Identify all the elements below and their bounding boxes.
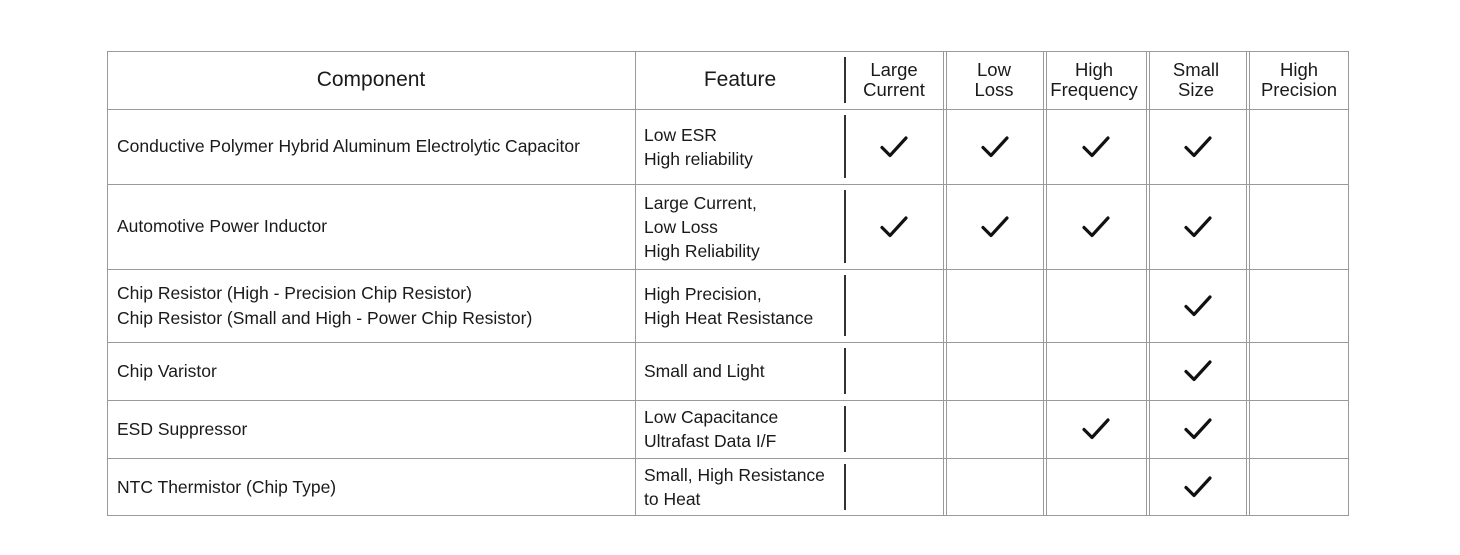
checkmark-icon [981, 135, 1009, 159]
feature-line: High Precision, [644, 283, 762, 304]
check-cell-low-loss [946, 109, 1043, 184]
check-cell-high-frequency [1046, 184, 1146, 269]
component-cell [107, 342, 635, 400]
feature-cell [635, 184, 845, 269]
checkmark-icon [1082, 135, 1110, 159]
checkmark-icon [880, 135, 908, 159]
header-high-frequency-line-1: High [1074, 59, 1114, 80]
check-cell-large-current [845, 184, 943, 269]
check-cell-high-precision [1249, 109, 1349, 184]
header-feature [635, 51, 845, 109]
checkmark-icon [880, 215, 908, 239]
check-cell-small-size [1149, 269, 1246, 342]
component-cell [107, 184, 635, 269]
column-divider [1146, 51, 1147, 516]
component-cell [107, 269, 635, 342]
component-name: Chip Resistor (Small and High - Power Chip Resistor) [117, 307, 533, 328]
header-low-loss-line-1: Low [977, 59, 1011, 80]
feature-line: Low Capacitance [644, 407, 779, 427]
feature-line: to Heat [644, 489, 701, 509]
check-cell-high-precision [1249, 400, 1349, 458]
check-cell-small-size [1149, 342, 1246, 400]
header-small-size-line-2: Size [1178, 79, 1214, 100]
header-component-label: Component [316, 68, 426, 91]
table-border-top [107, 51, 1349, 52]
check-cell-high-frequency [1046, 400, 1146, 458]
checkmark-icon [1082, 417, 1110, 441]
header-small-size-line-1: Small [1172, 59, 1220, 80]
component-name: Chip Varistor [117, 360, 217, 381]
check-cell-large-current [845, 400, 943, 458]
feature-line: Low Loss [644, 216, 718, 237]
checkmark-icon [1184, 294, 1212, 318]
check-cell-high-precision [1249, 342, 1349, 400]
check-cell-low-loss [946, 458, 1043, 516]
component-name: Chip Resistor (High - Precision Chip Resistor) [117, 282, 472, 303]
check-cell-high-frequency [1046, 109, 1146, 184]
component-name: ESD Suppressor [117, 418, 248, 439]
header-high-precision [1249, 51, 1349, 109]
header-high-frequency [1045, 51, 1143, 109]
component-cell [107, 109, 635, 184]
component-name: Conductive Polymer Hybrid Aluminum Electrolytic Capacitor [117, 136, 580, 156]
component-cell [107, 400, 635, 458]
check-cell-small-size [1149, 400, 1246, 458]
check-cell-high-frequency [1046, 269, 1146, 342]
component-name: NTC Thermistor (Chip Type) [117, 476, 337, 497]
header-low-loss [945, 51, 1043, 109]
header-large-current-line-1: Large [870, 59, 918, 80]
feature-cell [635, 269, 845, 342]
header-small-size [1147, 51, 1245, 109]
header-component [107, 51, 635, 109]
feature-cell [635, 400, 845, 458]
component-cell [107, 458, 635, 516]
feature-cell [635, 109, 845, 184]
check-cell-high-precision [1249, 269, 1349, 342]
feature-divider [844, 57, 846, 103]
check-cell-low-loss [946, 342, 1043, 400]
feature-line: Small and Light [644, 361, 765, 381]
component-name: Automotive Power Inductor [117, 216, 328, 236]
column-divider [943, 51, 944, 516]
check-cell-high-frequency [1046, 342, 1146, 400]
check-cell-large-current [845, 458, 943, 516]
feature-line: Ultrafast Data I/F [644, 431, 777, 451]
check-cell-high-precision [1249, 184, 1349, 269]
feature-cell [635, 458, 845, 516]
check-cell-small-size [1149, 184, 1246, 269]
checkmark-icon [1082, 215, 1110, 239]
checkmark-icon [1184, 417, 1212, 441]
header-high-frequency-line-2: Frequency [1050, 79, 1138, 100]
header-feature-label: Feature [703, 68, 777, 91]
checkmark-icon [1184, 215, 1212, 239]
check-cell-high-frequency [1046, 458, 1146, 516]
header-high-precision-line-1: High [1279, 59, 1319, 80]
check-cell-large-current [845, 342, 943, 400]
component-feature-table [107, 51, 1349, 516]
feature-line: Small, High Resistance [644, 465, 825, 485]
check-cell-large-current [845, 269, 943, 342]
header-low-loss-line-2: Loss [974, 79, 1014, 100]
check-cell-low-loss [946, 184, 1043, 269]
header-high-precision-line-2: Precision [1260, 79, 1338, 100]
check-cell-large-current [845, 109, 943, 184]
check-cell-small-size [1149, 109, 1246, 184]
checkmark-icon [1184, 135, 1212, 159]
feature-line: High Heat Resistance [644, 307, 814, 328]
checkmark-icon [981, 215, 1009, 239]
checkmark-icon [1184, 359, 1212, 383]
check-cell-high-precision [1249, 458, 1349, 516]
feature-line: High Reliability [644, 240, 760, 261]
check-cell-small-size [1149, 458, 1246, 516]
check-cell-low-loss [946, 400, 1043, 458]
column-divider [1246, 51, 1247, 516]
feature-line: High reliability [644, 148, 753, 169]
column-divider [1043, 51, 1044, 516]
checkmark-icon [1184, 475, 1212, 499]
feature-line: Large Current, [644, 192, 757, 213]
feature-line: Low ESR [644, 124, 717, 145]
header-large-current-line-2: Current [863, 79, 925, 100]
check-cell-low-loss [946, 269, 1043, 342]
header-large-current [845, 51, 943, 109]
feature-cell [635, 342, 845, 400]
